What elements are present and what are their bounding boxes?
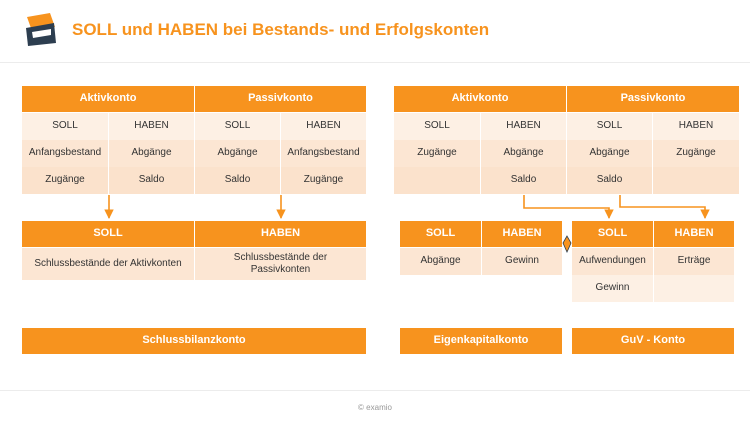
guv-soll-extra: Gewinn xyxy=(572,275,654,302)
footer-divider xyxy=(0,390,750,391)
ek-haben-value: Gewinn xyxy=(482,248,562,275)
sbk-soll-header: SOLL xyxy=(22,221,195,247)
sbk-haben-header: HABEN xyxy=(195,221,366,247)
r-aktiv-soll-row1: Zugänge xyxy=(394,140,481,167)
r-passiv-soll-label: SOLL xyxy=(567,113,653,140)
arrow-aktiv-saldo-to-guv-soll xyxy=(524,195,609,218)
aktiv-soll-row2: Zugänge xyxy=(22,167,109,194)
passivkonto-header: Passivkonto xyxy=(195,86,366,112)
guv-haben-empty xyxy=(654,275,734,302)
ek-soll-header: SOLL xyxy=(400,221,482,247)
r-passiv-soll-row2: Saldo xyxy=(567,167,653,194)
aktiv-soll-row1: Anfangsbestand xyxy=(22,140,109,167)
guv-soll-header: SOLL xyxy=(572,221,654,247)
header-divider xyxy=(0,62,750,63)
r-aktiv-haben-row2: Saldo xyxy=(481,167,567,194)
passiv-soll-row2: Saldo xyxy=(195,167,281,194)
aktivkonto-header-right: Aktivkonto xyxy=(394,86,567,112)
guv-soll-value: Aufwendungen xyxy=(572,248,654,275)
r-aktiv-soll-label: SOLL xyxy=(394,113,481,140)
aktiv-soll-label: SOLL xyxy=(22,113,109,140)
sbk-haben-value: Schlussbestände der Passivkonten xyxy=(195,248,366,280)
r-passiv-haben-row1: Zugänge xyxy=(653,140,739,167)
eigenkapitalkonto-label: Eigenkapitalkonto xyxy=(400,328,562,354)
ek-soll-value: Abgänge xyxy=(400,248,482,275)
passiv-soll-row1: Abgänge xyxy=(195,140,281,167)
guv-konto-label: GuV - Konto xyxy=(572,328,734,354)
examio-logo-icon xyxy=(24,13,58,47)
schlussbilanzkonto-label: Schlussbilanzkonto xyxy=(22,328,366,354)
guv-haben-header: HABEN xyxy=(654,221,734,247)
aktiv-haben-row1: Abgänge xyxy=(109,140,195,167)
passiv-soll-label: SOLL xyxy=(195,113,281,140)
page-title: SOLL und HABEN bei Bestands- und Erfolgskonten xyxy=(72,20,490,39)
r-aktiv-haben-label: HABEN xyxy=(481,113,567,140)
r-passiv-soll-row1: Abgänge xyxy=(567,140,653,167)
passiv-haben-row2: Zugänge xyxy=(281,167,366,194)
guv-haben-value: Erträge xyxy=(654,248,734,275)
r-passiv-haben-label: HABEN xyxy=(653,113,739,140)
r-aktiv-haben-row1: Abgänge xyxy=(481,140,567,167)
connector-icon xyxy=(563,236,571,252)
passiv-haben-label: HABEN xyxy=(281,113,366,140)
passiv-haben-row1: Anfangsbestand xyxy=(281,140,366,167)
sbk-soll-value: Schlussbestände der Aktivkonten xyxy=(22,248,195,280)
aktivkonto-header: Aktivkonto xyxy=(22,86,195,112)
aktiv-haben-row2: Saldo xyxy=(109,167,195,194)
aktiv-haben-label: HABEN xyxy=(109,113,195,140)
r-passiv-haben-row2 xyxy=(653,167,739,194)
passivkonto-header-right: Passivkonto xyxy=(567,86,739,112)
r-aktiv-soll-row2 xyxy=(394,167,481,194)
footer-copyright: © examio xyxy=(358,403,392,412)
ek-haben-header: HABEN xyxy=(482,221,562,247)
header xyxy=(0,0,750,62)
arrow-passiv-saldo-to-guv-haben xyxy=(620,195,705,218)
